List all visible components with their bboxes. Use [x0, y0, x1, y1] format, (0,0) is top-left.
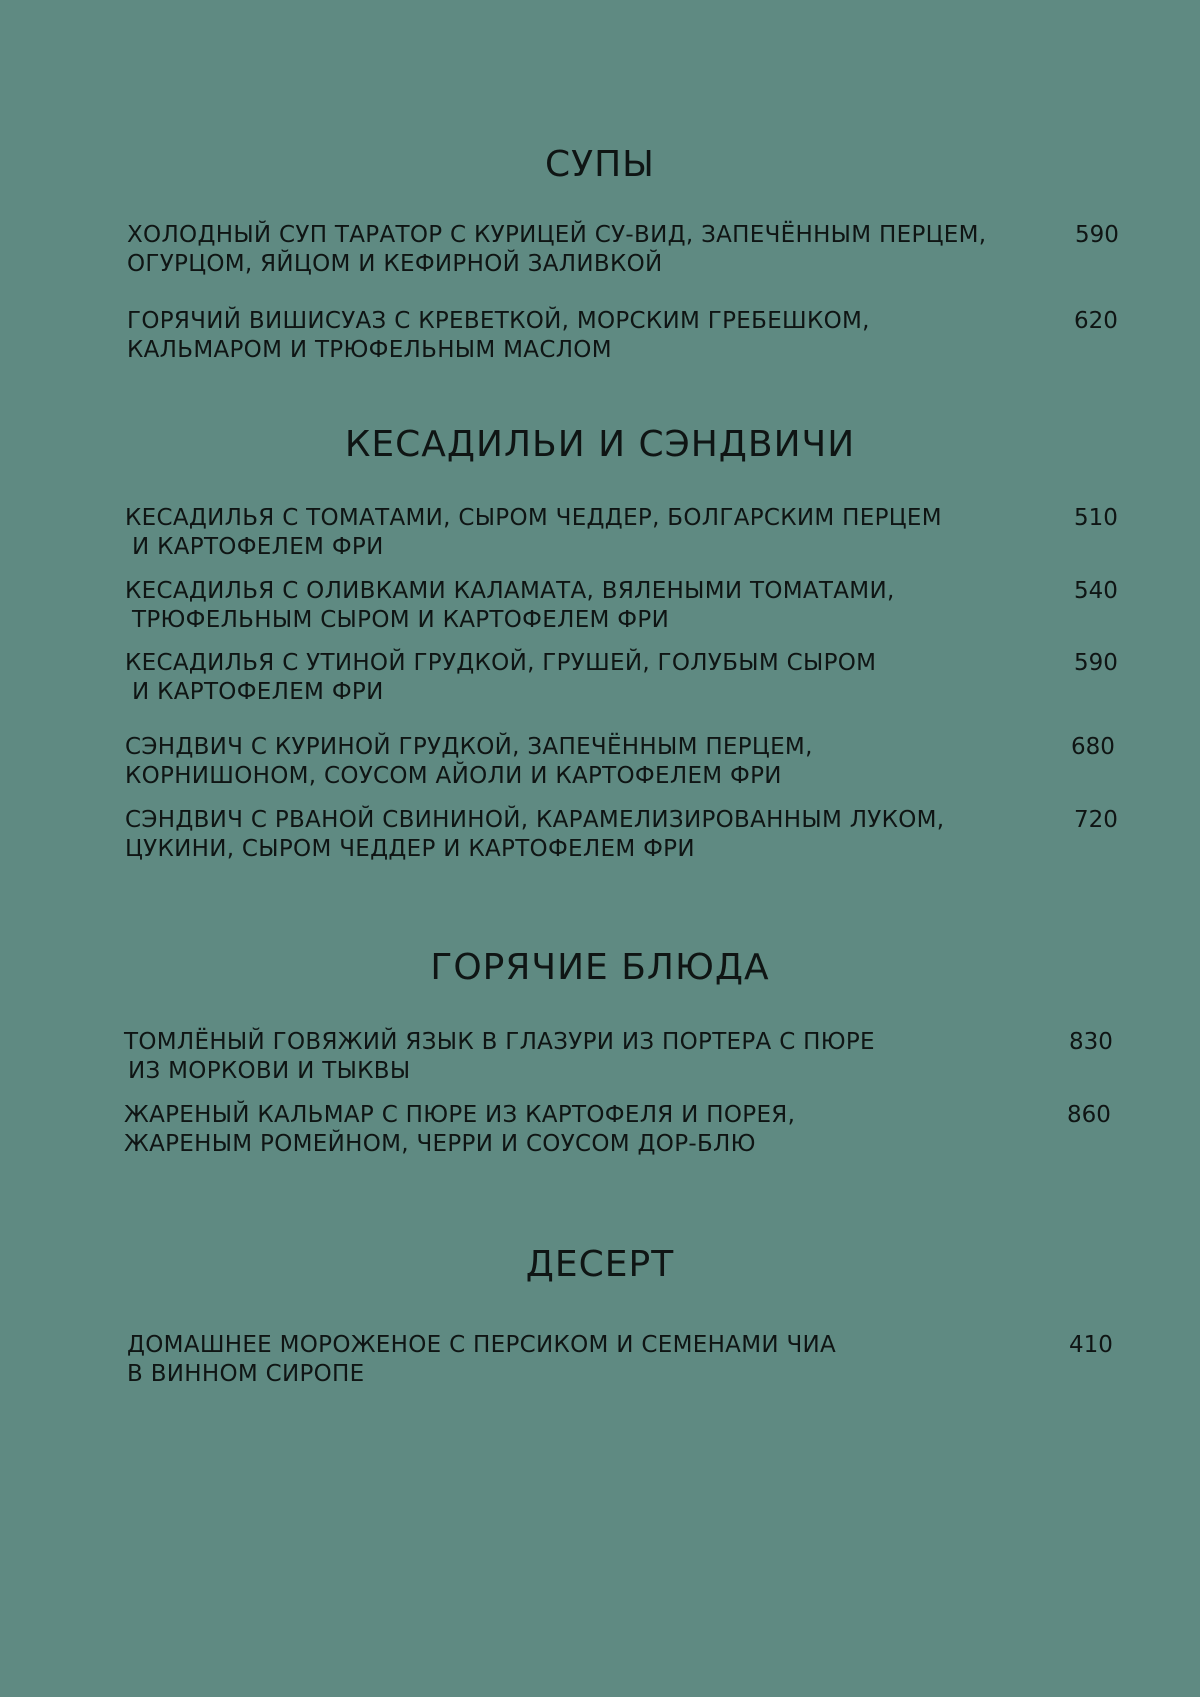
- item-line-2: ЦУКИНИ, СЫРОМ ЧЕДДЕР И КАРТОФЕЛЕМ ФРИ: [125, 836, 695, 862]
- item-description: [125, 733, 813, 791]
- item-description: [124, 1028, 875, 1086]
- item-line-1: КЕСАДИЛЬЯ С УТИНОЙ ГРУДКОЙ, ГРУШЕЙ, ГОЛУБЫМ СЫРОМ: [125, 650, 877, 676]
- item-line-2: И КАРТОФЕЛЕМ ФРИ: [132, 534, 384, 560]
- item-price: 590: [1074, 650, 1118, 676]
- item-line-2: ЖАРЕНЫМ РОМЕЙНОМ, ЧЕРРИ И СОУСОМ ДОР-БЛЮ: [124, 1131, 756, 1157]
- item-description: [125, 577, 895, 635]
- section-title-dessert: ДЕСЕРТ: [525, 1244, 675, 1285]
- item-price: 620: [1074, 308, 1118, 334]
- item-line-2: ОГУРЦОМ, ЯЙЦОМ И КЕФИРНОЙ ЗАЛИВКОЙ: [127, 251, 663, 277]
- item-line-1: ДОМАШНЕЕ МОРОЖЕНОЕ С ПЕРСИКОМ И СЕМЕНАМИ ЧИА: [127, 1332, 837, 1358]
- item-price: 590: [1075, 222, 1119, 248]
- item-price: 720: [1074, 807, 1118, 833]
- item-line-1: СЭНДВИЧ С КУРИНОЙ ГРУДКОЙ, ЗАПЕЧЁННЫМ ПЕРЦЕМ,: [125, 734, 813, 760]
- item-description: [124, 1101, 795, 1159]
- item-price: 680: [1071, 734, 1115, 760]
- section-title-quesadillas-sandwiches: КЕСАДИЛЬИ И СЭНДВИЧИ: [344, 424, 856, 465]
- item-line-1: КЕСАДИЛЬЯ С ТОМАТАМИ, СЫРОМ ЧЕДДЕР, БОЛГАРСКИМ ПЕРЦЕМ: [125, 505, 942, 531]
- section-title-soups: СУПЫ: [545, 144, 655, 185]
- item-price: 410: [1069, 1332, 1113, 1358]
- item-line-2: ТРЮФЕЛЬНЫМ СЫРОМ И КАРТОФЕЛЕМ ФРИ: [132, 607, 670, 633]
- item-line-2: КАЛЬМАРОМ И ТРЮФЕЛЬНЫМ МАСЛОМ: [127, 337, 612, 363]
- item-line-2: КОРНИШОНОМ, СОУСОМ АЙОЛИ И КАРТОФЕЛЕМ ФРИ: [125, 763, 782, 789]
- item-description: [125, 806, 944, 864]
- item-line-1: СЭНДВИЧ С РВАНОЙ СВИНИНОЙ, КАРАМЕЛИЗИРОВАННЫМ ЛУКОМ,: [125, 807, 945, 833]
- item-line-1: ГОРЯЧИЙ ВИШИСУАЗ С КРЕВЕТКОЙ, МОРСКИМ ГРЕБЕШКОМ,: [127, 308, 870, 334]
- item-description: [127, 221, 986, 279]
- item-description: [125, 649, 876, 707]
- item-price: 830: [1069, 1029, 1113, 1055]
- item-line-1: ЖАРЕНЫЙ КАЛЬМАР С ПЮРЕ ИЗ КАРТОФЕЛЯ И ПОРЕЯ,: [124, 1102, 796, 1128]
- item-line-2: В ВИННОМ СИРОПЕ: [127, 1361, 365, 1387]
- item-price: 510: [1074, 505, 1118, 531]
- item-line-1: ТОМЛЁНЫЙ ГОВЯЖИЙ ЯЗЫК В ГЛАЗУРИ ИЗ ПОРТЕРА С ПЮРЕ: [124, 1029, 875, 1055]
- item-description: [127, 307, 870, 365]
- item-description: [127, 1331, 836, 1389]
- item-price: 860: [1067, 1102, 1111, 1128]
- item-line-1: КЕСАДИЛЬЯ С ОЛИВКАМИ КАЛАМАТА, ВЯЛЕНЫМИ ТОМАТАМИ,: [125, 578, 895, 604]
- item-line-2: И КАРТОФЕЛЕМ ФРИ: [132, 679, 384, 705]
- item-description: [125, 504, 942, 562]
- item-price: 540: [1074, 578, 1118, 604]
- item-line-1: ХОЛОДНЫЙ СУП ТАРАТОР С КУРИЦЕЙ СУ-ВИД, ЗАПЕЧЁННЫМ ПЕРЦЕМ,: [127, 222, 987, 248]
- section-title-hot-dishes: ГОРЯЧИЕ БЛЮДА: [430, 947, 770, 988]
- item-line-2: ИЗ МОРКОВИ И ТЫКВЫ: [128, 1058, 411, 1084]
